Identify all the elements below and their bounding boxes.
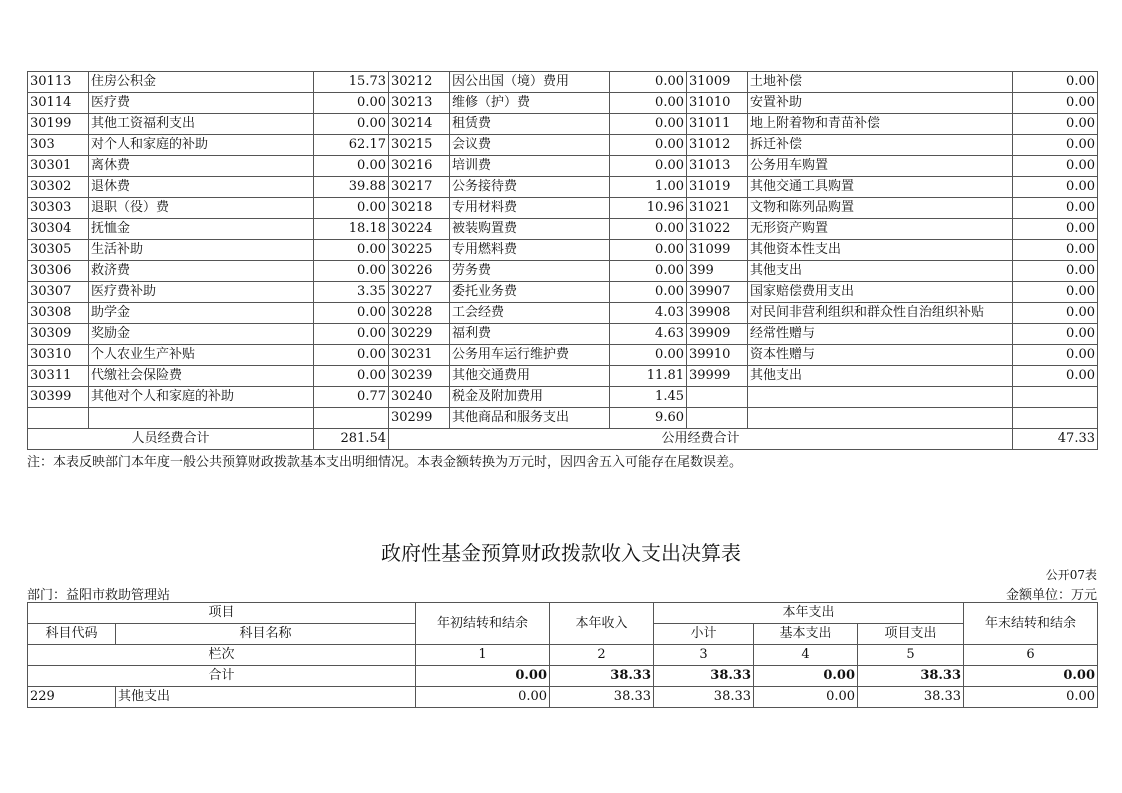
subject-code: 30303: [28, 198, 89, 219]
personnel-total-value: 281.54: [314, 429, 389, 450]
expense-header: 本年支出: [654, 603, 964, 624]
subject-name: 公务用车购置: [748, 156, 1013, 177]
amount: 9.60: [610, 408, 687, 429]
subject-name: 其他支出: [748, 366, 1013, 387]
amount: 11.81: [610, 366, 687, 387]
subject-code: 30113: [28, 72, 89, 93]
subject-name: [748, 408, 1013, 429]
subject-name: 国家赔偿费用支出: [748, 282, 1013, 303]
subject-code: 30215: [389, 135, 450, 156]
subject-code: 30229: [389, 324, 450, 345]
subject-code: 39907: [687, 282, 748, 303]
basic-header: 基本支出: [754, 624, 858, 645]
amount: 0.00: [610, 135, 687, 156]
subject-code: 30306: [28, 261, 89, 282]
amount: 0.00: [314, 345, 389, 366]
row-value: 38.33: [654, 687, 754, 708]
subject-code: 31010: [687, 93, 748, 114]
table-row: [28, 177, 1098, 198]
amount: 0.00: [610, 93, 687, 114]
subject-code: 30212: [389, 72, 450, 93]
amount: 0.00: [1013, 345, 1098, 366]
table-row: [28, 72, 1098, 93]
subject-name: 拆迁补偿: [748, 135, 1013, 156]
table-row: [28, 261, 1098, 282]
amount: 10.96: [610, 198, 687, 219]
amount: 0.00: [314, 114, 389, 135]
subject-code: 30218: [389, 198, 450, 219]
subject-name: 个人农业生产补贴: [89, 345, 314, 366]
subject-code: 31013: [687, 156, 748, 177]
table-row: [28, 387, 1098, 408]
amount: 0.00: [1013, 135, 1098, 156]
subject-name: 离休费: [89, 156, 314, 177]
subject-code: 30217: [389, 177, 450, 198]
table-row: [28, 240, 1098, 261]
subject-name: 安置补助: [748, 93, 1013, 114]
subject-name: 委托业务费: [450, 282, 610, 303]
column-number: 4: [754, 645, 858, 666]
end-balance-header: 年末结转和结余: [964, 603, 1098, 645]
subject-name: 其他商品和服务支出: [450, 408, 610, 429]
subject-name: 奖励金: [89, 324, 314, 345]
subject-name: 维修（护）费: [450, 93, 610, 114]
amount: 0.00: [1013, 72, 1098, 93]
basic-expenditure-detail-table: [27, 71, 1098, 450]
item-header: 项目: [28, 603, 416, 624]
subject-code: 229: [28, 687, 116, 708]
row-value: 0.00: [964, 687, 1098, 708]
subject-name: 培训费: [450, 156, 610, 177]
amount: 0.00: [1013, 261, 1098, 282]
amount: 0.00: [610, 72, 687, 93]
subject-code: 30228: [389, 303, 450, 324]
amount: [1013, 408, 1098, 429]
amount: 3.35: [314, 282, 389, 303]
subject-name: 助学金: [89, 303, 314, 324]
subject-code: 30305: [28, 240, 89, 261]
amount: 0.00: [314, 240, 389, 261]
subject-code: 39999: [687, 366, 748, 387]
income-header: 本年收入: [550, 603, 654, 645]
gov-fund-table: [27, 602, 1098, 708]
amount: 0.00: [610, 240, 687, 261]
subject-name: 生活补助: [89, 240, 314, 261]
total-value: 0.00: [754, 666, 858, 687]
subject-name: 其他交通工具购置: [748, 177, 1013, 198]
code-header: 科目代码: [28, 624, 116, 645]
table-row: [28, 198, 1098, 219]
subject-code: [687, 387, 748, 408]
project-header: 项目支出: [858, 624, 964, 645]
subject-name: 其他支出: [116, 687, 416, 708]
subject-code: 30227: [389, 282, 450, 303]
column-number: 5: [858, 645, 964, 666]
row-value: 0.00: [416, 687, 550, 708]
subject-code: 30302: [28, 177, 89, 198]
amount: 0.00: [1013, 240, 1098, 261]
amount: 4.03: [610, 303, 687, 324]
subject-code: 30226: [389, 261, 450, 282]
subject-code: 30304: [28, 219, 89, 240]
subject-code: 30311: [28, 366, 89, 387]
subject-name: 福利费: [450, 324, 610, 345]
amount: 0.77: [314, 387, 389, 408]
table-row: [28, 114, 1098, 135]
totals-row: [28, 429, 1098, 450]
amount: 0.00: [314, 93, 389, 114]
subject-code: 39909: [687, 324, 748, 345]
subject-code: 30199: [28, 114, 89, 135]
personnel-total-label: 人员经费合计: [28, 429, 314, 450]
subject-code: 30399: [28, 387, 89, 408]
table-row: [28, 687, 1098, 708]
amount: 0.00: [610, 156, 687, 177]
amount: 0.00: [314, 303, 389, 324]
subject-code: 31022: [687, 219, 748, 240]
column-number: 2: [550, 645, 654, 666]
amount: 39.88: [314, 177, 389, 198]
table-row: [28, 135, 1098, 156]
subject-name: 救济费: [89, 261, 314, 282]
total-value: 38.33: [654, 666, 754, 687]
subject-name: 退职（役）费: [89, 198, 314, 219]
amount: 0.00: [1013, 198, 1098, 219]
subject-name: 地上附着物和青苗补偿: [748, 114, 1013, 135]
table-row: [28, 324, 1098, 345]
table-row: [28, 366, 1098, 387]
table-row: [28, 156, 1098, 177]
amount: 0.00: [610, 219, 687, 240]
subject-code: 30307: [28, 282, 89, 303]
subject-name: 资本性赠与: [748, 345, 1013, 366]
subject-code: 31009: [687, 72, 748, 93]
column-number: 1: [416, 645, 550, 666]
subject-name: 其他支出: [748, 261, 1013, 282]
subject-name: 专用材料费: [450, 198, 610, 219]
subject-code: 30214: [389, 114, 450, 135]
amount: 4.63: [610, 324, 687, 345]
subject-name: 退休费: [89, 177, 314, 198]
department-label: 部门：益阳市救助管理站: [27, 588, 171, 603]
total-value: 38.33: [550, 666, 654, 687]
subject-name: 公务接待费: [450, 177, 610, 198]
amount: 0.00: [610, 261, 687, 282]
subject-name: 被装购置费: [450, 219, 610, 240]
unit-label: 金额单位：万元: [1005, 588, 1097, 603]
subject-name: 抚恤金: [89, 219, 314, 240]
subject-name: 公务用车运行维护费: [450, 345, 610, 366]
subject-name: 文物和陈列品购置: [748, 198, 1013, 219]
amount: 0.00: [610, 345, 687, 366]
amount: 0.00: [314, 156, 389, 177]
amount: 0.00: [1013, 156, 1098, 177]
table-row: [28, 408, 1098, 429]
subject-name: 其他资本性支出: [748, 240, 1013, 261]
subject-code: 31011: [687, 114, 748, 135]
total-row: [28, 666, 1098, 687]
subject-code: 39908: [687, 303, 748, 324]
subject-name: 无形资产购置: [748, 219, 1013, 240]
subject-code: 30213: [389, 93, 450, 114]
subject-name: 住房公积金: [89, 72, 314, 93]
amount: 0.00: [1013, 324, 1098, 345]
subject-code: [687, 408, 748, 429]
subject-name: 税金及附加费用: [450, 387, 610, 408]
subject-code: 31021: [687, 198, 748, 219]
amount: 1.45: [610, 387, 687, 408]
subject-name: 专用燃料费: [450, 240, 610, 261]
subtotal-header: 小计: [654, 624, 754, 645]
amount: 0.00: [1013, 93, 1098, 114]
table-note: 注：本表反映部门本年度一般公共预算财政拨款基本支出明细情况。本表金额转换为万元时，因四舍五入可能存在尾数误差。: [27, 455, 743, 470]
table-row: [28, 282, 1098, 303]
subject-name: 医疗费补助: [89, 282, 314, 303]
total-value: 38.33: [858, 666, 964, 687]
amount: 15.73: [314, 72, 389, 93]
row-value: 38.33: [550, 687, 654, 708]
subject-code: 399: [687, 261, 748, 282]
amount: 1.00: [610, 177, 687, 198]
amount: 0.00: [1013, 366, 1098, 387]
row-value: 0.00: [754, 687, 858, 708]
amount: 0.00: [1013, 219, 1098, 240]
page-title: 政府性基金预算财政拨款收入支出决算表: [381, 541, 741, 565]
begin-balance-header: 年初结转和结余: [416, 603, 550, 645]
total-value: 0.00: [416, 666, 550, 687]
name-header: 科目名称: [116, 624, 416, 645]
subject-name: [89, 408, 314, 429]
table-row: [28, 93, 1098, 114]
amount: 0.00: [314, 198, 389, 219]
subject-code: 30239: [389, 366, 450, 387]
column-number: 6: [964, 645, 1098, 666]
amount: 62.17: [314, 135, 389, 156]
column-number-label: 栏次: [28, 645, 416, 666]
subject-code: 30240: [389, 387, 450, 408]
subject-code: 30114: [28, 93, 89, 114]
subject-name: 其他工资福利支出: [89, 114, 314, 135]
table-row: [28, 345, 1098, 366]
amount: 0.00: [1013, 114, 1098, 135]
public-total-label: 公用经费合计: [389, 429, 1013, 450]
subject-code: 31019: [687, 177, 748, 198]
amount: 0.00: [610, 282, 687, 303]
subject-code: 30308: [28, 303, 89, 324]
amount: [314, 408, 389, 429]
subject-name: 对个人和家庭的补助: [89, 135, 314, 156]
header-row-1: [28, 603, 1098, 624]
subject-code: 30216: [389, 156, 450, 177]
subject-code: 30299: [389, 408, 450, 429]
subject-name: 对民间非营利组织和群众性自治组织补贴: [748, 303, 1013, 324]
subject-name: 土地补偿: [748, 72, 1013, 93]
form-code: 公开07表: [1045, 568, 1097, 582]
subject-code: 31012: [687, 135, 748, 156]
subject-code: 30225: [389, 240, 450, 261]
subject-code: 31099: [687, 240, 748, 261]
subject-code: 303: [28, 135, 89, 156]
subject-name: 经常性赠与: [748, 324, 1013, 345]
subject-name: 因公出国（境）费用: [450, 72, 610, 93]
column-number-row: [28, 645, 1098, 666]
amount: 0.00: [314, 366, 389, 387]
public-total-value: 47.33: [1013, 429, 1098, 450]
subject-code: 30301: [28, 156, 89, 177]
row-value: 38.33: [858, 687, 964, 708]
amount: 0.00: [1013, 282, 1098, 303]
amount: [1013, 387, 1098, 408]
amount: 0.00: [314, 261, 389, 282]
column-number: 3: [654, 645, 754, 666]
subject-name: 其他对个人和家庭的补助: [89, 387, 314, 408]
subject-code: 30224: [389, 219, 450, 240]
subject-name: [748, 387, 1013, 408]
amount: 18.18: [314, 219, 389, 240]
amount: 0.00: [610, 114, 687, 135]
subject-name: 代缴社会保险费: [89, 366, 314, 387]
total-value: 0.00: [964, 666, 1098, 687]
amount: 0.00: [1013, 177, 1098, 198]
amount: 0.00: [1013, 303, 1098, 324]
subject-name: 工会经费: [450, 303, 610, 324]
subject-name: 会议费: [450, 135, 610, 156]
table-row: [28, 219, 1098, 240]
amount: 0.00: [314, 324, 389, 345]
subject-name: 劳务费: [450, 261, 610, 282]
subject-name: 医疗费: [89, 93, 314, 114]
table-row: [28, 303, 1098, 324]
subject-name: 其他交通费用: [450, 366, 610, 387]
subject-code: 39910: [687, 345, 748, 366]
subject-code: [28, 408, 89, 429]
subject-code: 30231: [389, 345, 450, 366]
subject-code: 30310: [28, 345, 89, 366]
subject-name: 租赁费: [450, 114, 610, 135]
total-label: 合计: [28, 666, 416, 687]
subject-code: 30309: [28, 324, 89, 345]
